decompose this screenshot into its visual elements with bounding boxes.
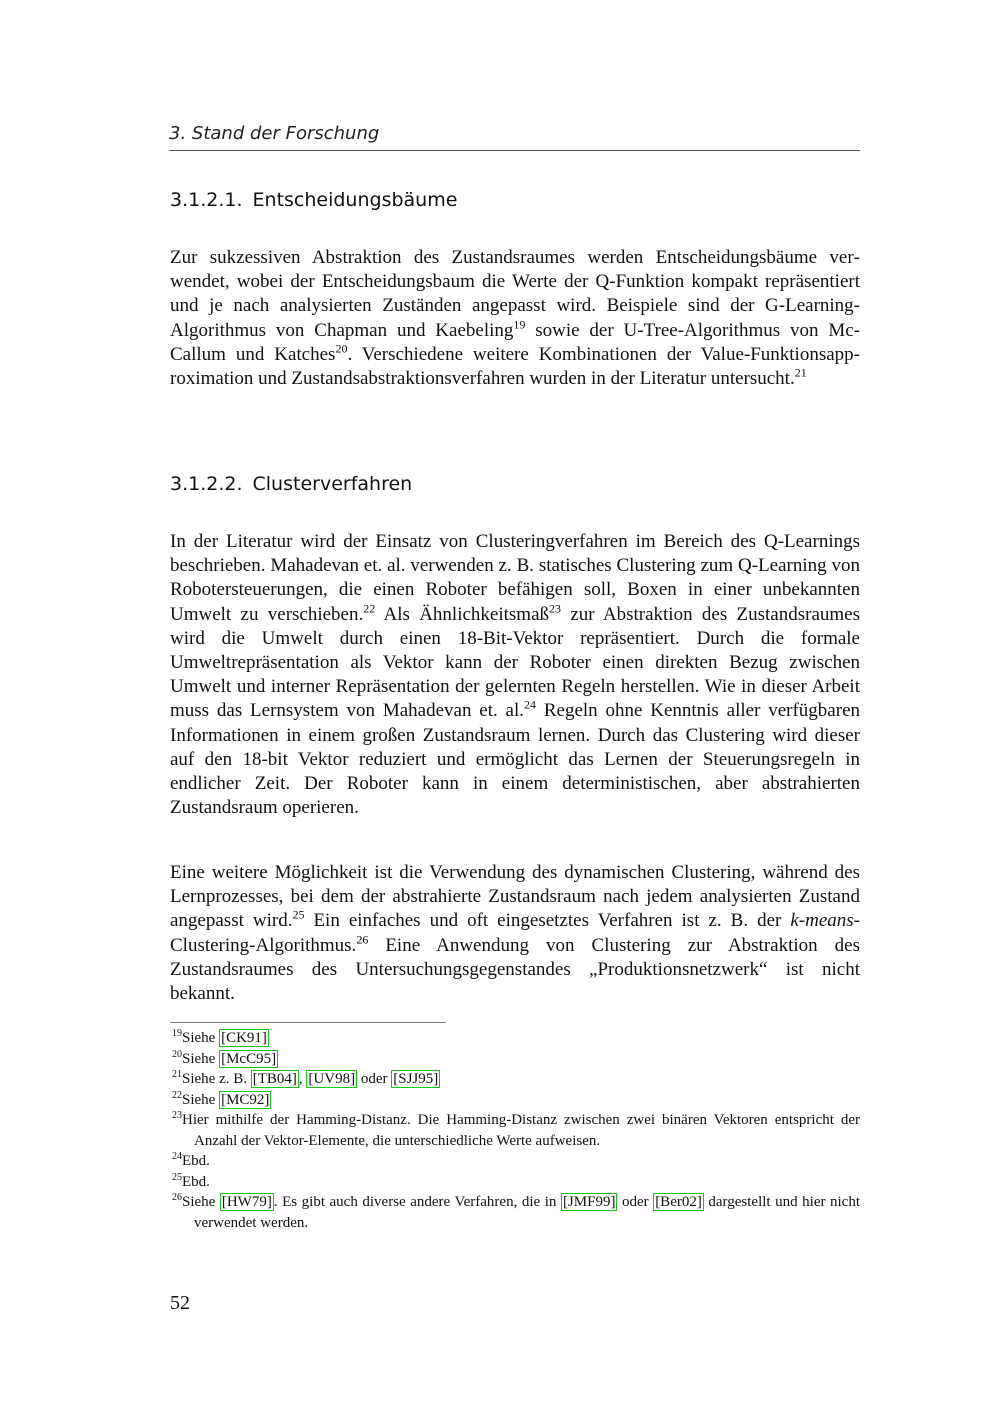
- footnote-number: 19: [172, 1028, 182, 1039]
- footnote-19: [172, 1028, 860, 1049]
- footnote-ref-20[interactable]: 20: [335, 341, 348, 356]
- page-number: 52: [170, 1292, 190, 1314]
- footnote-text: oder: [357, 1071, 392, 1087]
- footnote-text: Siehe: [182, 1194, 220, 1210]
- citation-link[interactable]: [McC95]: [221, 1050, 277, 1067]
- paragraph-clusterverfahren-2: [170, 861, 860, 1006]
- footnote-25: [172, 1172, 860, 1193]
- paragraph-text: Ein einfaches und oft eingesetztes Verfahren ist z. B. der: [304, 910, 791, 932]
- section-number: 3.1.2.2.: [170, 473, 243, 495]
- section-title: Entscheidungsbäume: [252, 189, 458, 211]
- footnote-26: [172, 1192, 860, 1233]
- footnote-text: oder: [617, 1194, 654, 1210]
- paragraph-text: In der Literatur wird der Einsatz von Clusteringverfahren im Bereich des Q-Learnings beschrieben. Mahadevan et. al. verwenden z. B. statisches Clustering zum Q-Learning von Robotersteuerungen, die einen Roboter befähigen soll, Boxen in einer unbekannten Umwelt zu verschieben.: [170, 531, 860, 625]
- footnote-number: 25: [172, 1171, 182, 1183]
- footnote-text: Siehe z. B.: [182, 1071, 251, 1087]
- footnote-text: Ebd.: [182, 1173, 210, 1190]
- footnote-ref-22[interactable]: 22: [363, 601, 376, 616]
- citation-link[interactable]: [UV98]: [308, 1071, 356, 1087]
- paragraph-text: Eine Anwendung von Clustering zur Abstraktion des Zustandsraumes des Untersuchungsgegenstandes „Produktionsnetzwerk“ ist nicht bekannt.: [170, 934, 860, 1005]
- footnote-ref-23[interactable]: 23: [549, 601, 562, 616]
- footnote-21: [172, 1069, 860, 1090]
- header-rule: [169, 150, 860, 151]
- paragraph-text: Eine weitere Möglichkeit ist die Verwendung des dynamischen Clustering, während des Lernprozesses, bei dem der abstrahierte Zustandsraum nach jedem analysierten Zustand angepasst wird.: [170, 862, 860, 932]
- footnote-ref-24[interactable]: 24: [524, 698, 537, 713]
- footnote-number: 23: [172, 1110, 182, 1121]
- footnote-24: [172, 1151, 860, 1172]
- citation-link[interactable]: [TB04]: [252, 1071, 297, 1087]
- paragraph-text: zur Abstraktion des Zustandsraumes wird die Umwelt durch einen 18-Bit-Vektor repräsentiert. Durch die formale Umweltrepräsentation als Vektor kann der Roboter einen direkten Bezug zwischen Umwelt und interner Repräsentation der gelernten Regeln herstellen. Wie in dieser Arbeit muss das Lernsystem von Mahadevan et. al.: [170, 603, 860, 722]
- footnote-text: . Es gibt auch diverse andere Verfahren, die in: [273, 1194, 561, 1210]
- citation-link[interactable]: [CK91]: [221, 1030, 267, 1046]
- footnote-number: 24: [172, 1151, 182, 1162]
- footnote-text: ,: [298, 1071, 307, 1087]
- paragraph-text: Regeln ohne Kenntnis aller verfügbaren Informationen in einem großen Zustandsraum lernen. Durch das Clustering wird dieser auf den 18-bit Vektor reduziert und ermöglicht das Lernen der Steuerungsregeln in endlicher Zeit. Der Roboter kann in einem deterministischen, aber abstrahierten Zustandsraum operieren.: [170, 700, 861, 819]
- footnote-text: Hier mithilfe der Hamming-Distanz. Die Hamming-Distanz zwischen zwei binären Vektoren entspricht der Anzahl der Vektor-Elemente, die unterschiedliche Werte aufweisen.: [182, 1112, 860, 1149]
- footnote-number: 20: [172, 1048, 182, 1060]
- footnote-number: 22: [172, 1089, 182, 1101]
- footnote-text: dargestellt und hier nicht verwendet werden.: [194, 1194, 860, 1231]
- footnote-ref-26[interactable]: 26: [356, 932, 369, 947]
- section-heading-clusterverfahren: [170, 471, 860, 497]
- section-title: Clusterverfahren: [252, 473, 413, 495]
- paragraph-text: sowie der U-Tree-Algorithmus von McCallum und Katches: [170, 319, 860, 365]
- citation-link[interactable]: [MC92]: [221, 1091, 270, 1108]
- section-number: 3.1.2.1.: [170, 189, 243, 211]
- footnote-22: [172, 1090, 860, 1111]
- citation-link[interactable]: [JMF99]: [562, 1194, 616, 1210]
- footnote-ref-21[interactable]: 21: [794, 365, 807, 380]
- paragraph-text: Zur sukzessiven Abstraktion des Zustandsraumes werden Entscheidungsbäume verwendet, wobei der Entscheidungsbaum die Werte der Q-Funktion kompakt repräsentiert und je nach analysierten Zuständen angepasst wird. Beispiele sind der G-Learning-Algorithmus von Chapman und Kaebeling: [170, 247, 860, 341]
- footnote-20: [172, 1049, 860, 1070]
- footnotes: [172, 1028, 860, 1233]
- paragraph-text: -Clustering-Algorithmus.: [170, 910, 860, 956]
- paragraph-entscheidungsbaeume: [170, 246, 860, 391]
- paragraph-clusterverfahren-1: [170, 530, 860, 820]
- citation-link[interactable]: [HW79]: [221, 1194, 272, 1210]
- section-heading-entscheidungsbaeume: [170, 187, 860, 213]
- paragraph-text: Als Ähnlichkeitsmaß: [375, 603, 550, 625]
- footnote-text: Siehe: [182, 1050, 220, 1067]
- running-header: 3. Stand der Forschung: [169, 123, 380, 144]
- citation-link[interactable]: [SJJ95]: [393, 1071, 439, 1087]
- footnote-text: Siehe: [182, 1091, 220, 1108]
- footnote-23: [172, 1110, 860, 1151]
- footnote-ref-19[interactable]: 19: [513, 317, 526, 332]
- citation-link[interactable]: [Ber02]: [655, 1194, 702, 1210]
- footnote-text: Siehe: [182, 1030, 220, 1046]
- footnote-number: 21: [172, 1069, 182, 1080]
- emphasis-k-means: k-means: [790, 910, 854, 932]
- paragraph-text: . Verschiedene weitere Kombinationen der Value-Funktionsapproximation und Zustandsabstraktionsverfahren wurden in der Literatur untersucht.: [170, 343, 860, 390]
- footnote-rule: [170, 1022, 446, 1023]
- footnote-number: 26: [172, 1192, 182, 1203]
- footnote-ref-25[interactable]: 25: [292, 908, 305, 923]
- footnote-text: Ebd.: [182, 1153, 210, 1169]
